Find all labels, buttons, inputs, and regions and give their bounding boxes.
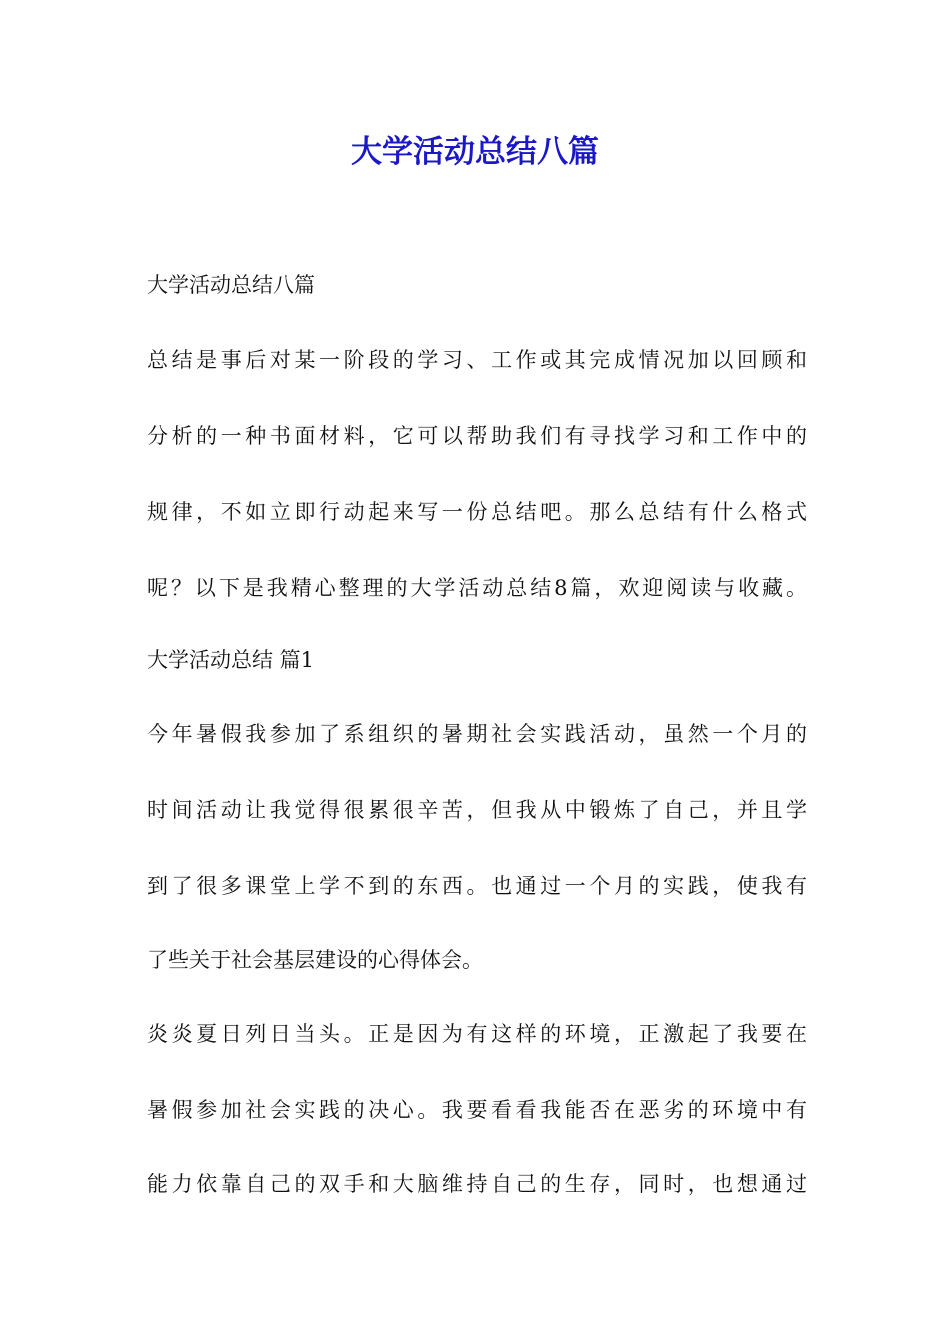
section-heading: 大学活动总结 篇1 [147, 648, 315, 672]
text-line: 暑假参加社会实践的决心。我要看看我能否在恶劣的环境中有 [147, 1098, 807, 1122]
text-line: 能力依靠自己的双手和大脑维持自己的生存，同时，也想通过 [147, 1172, 807, 1196]
text-line: 到了很多课堂上学不到的东西。也通过一个月的实践，使我有 [147, 874, 807, 898]
text-line: 分析的一种书面材料，它可以帮助我们有寻找学习和工作中的 [147, 424, 807, 448]
text-line: 呢？以下是我精心整理的大学活动总结8篇，欢迎阅读与收藏。 [147, 576, 807, 600]
text-line: 今年暑假我参加了系组织的暑期社会实践活动，虽然一个月的 [147, 722, 807, 746]
text-line: 总结是事后对某一阶段的学习、工作或其完成情况加以回顾和 [147, 348, 807, 372]
text-line: 大学活动总结八篇 [147, 273, 315, 297]
text-line: 了些关于社会基层建设的心得体会。 [147, 948, 483, 972]
document-title: 大学活动总结八篇 [351, 134, 599, 170]
text-line: 炎炎夏日列日当头。正是因为有这样的环境，正激起了我要在 [147, 1022, 807, 1046]
text-line: 时间活动让我觉得很累很辛苦，但我从中锻炼了自己，并且学 [147, 798, 807, 822]
text-line: 规律，不如立即行动起来写一份总结吧。那么总结有什么格式 [147, 500, 807, 524]
